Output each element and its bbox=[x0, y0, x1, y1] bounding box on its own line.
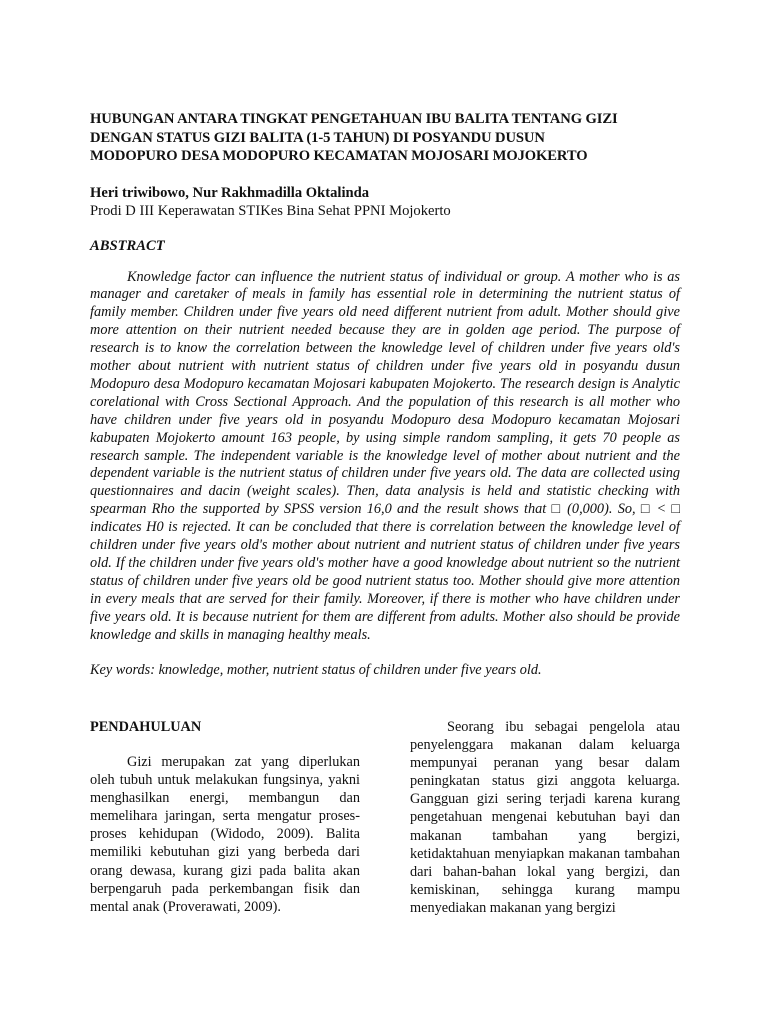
affiliation: Prodi D III Keperawatan STIKes Bina Sehat PPNI Mojokerto bbox=[90, 202, 451, 219]
paper-title bbox=[90, 110, 680, 166]
paper-header bbox=[90, 110, 680, 679]
authors: Heri triwibowo, Nur Rakhmadilla Oktalinda bbox=[90, 184, 370, 201]
abstract-body: Knowledge factor can influence the nutrient status of individual or group. A mother who is as manager and caretaker of meals in family has essential role in determining the nutrient status of family member. Children under five years old need different nutrient from adult. Mother should give more attention on their nutrient needed because they are in golden age period. The purpose of research is to know the correlation between the knowledge level of children under five years old's mother about nutrient with nutrient status of children under five years old in posyandu dusun Modopuro desa Modopuro kecamatan Mojosari kabupaten Mojokerto. The research design is Analytic corelational with Cross Sectional Approach. And the population of this research is all mother who have children under five years old in posyandu Modopuro desa Modopuro kecamatan Mojosari kabupaten Mojokerto amount 163 people, by using simple random sampling, it gets 70 people as research sample. The independent variable is the knowledge level of mother about nutrient and the dependent variable is the nutrient status of children under five years old. The data are collected using questionnaires and dacin (weight scales). Then, data analysis is held and statistic checking with spearman Rho the supported by SPSS version 16,0 and the result shows that □ (0,000). So, □ < □ indicates H0 is rejected. It can be concluded that there is correlation between the knowledge level of children under five years old's mother about nutrient and nutrient status of children under five years old. If the children under five years old's mother have a good knowledge about nutrient so the nutrient status of children under five years old be good nutrient status too. Mother should give more attention in every meals that are served for their family. Moreover, if there is mother who have children under five years old. It is because nutrient for them are different from adults. Mother also should be provide knowledge and skills in managing healthy meals. bbox=[90, 268, 680, 643]
title-line: DENGAN STATUS GIZI BALITA (1-5 TAHUN) DI POSYANDU DUSUN bbox=[90, 129, 545, 146]
title-line: HUBUNGAN ANTARA TINGKAT PENGETAHUAN IBU BALITA TENTANG GIZI bbox=[90, 111, 618, 127]
section-heading: PENDAHULUAN bbox=[90, 719, 202, 735]
title-line: MODOPURO DESA MODOPURO KECAMATAN MOJOSARI MOJOKERTO bbox=[90, 148, 588, 164]
body-paragraph: Seorang ibu sebagai pengelola atau penyelenggara makanan dalam keluarga mempunyai peranan yang besar dalam peningkatan status gizi anggota keluarga. Gangguan gizi sering terjadi karena kurang pengetahuan mengenai kebutuhan bayi dan makanan tambahan yang bergizi, ketidaktahuan menyiapkan makanan tambahan dari bahan-bahan lokal yang bergizi, dan kemiskinan, sehingga kurang mampu menyediakan makanan yang bergizi bbox=[410, 719, 680, 916]
two-column-body bbox=[90, 718, 680, 917]
left-column bbox=[90, 718, 360, 917]
keywords: Key words: knowledge, mother, nutrient status of children under five years old. bbox=[90, 661, 542, 678]
body-paragraph: Gizi merupakan zat yang diperlukan oleh tubuh untuk melakukan fungsinya, yakni menghasilkan energi, membangun dan memelihara jaringan, serta mengatur proses-proses kehidupan (Widodo, 2009). Balita memiliki kebutuhan gizi yang berbeda dari orang dewasa, kurang gizi pada balita akan berpengaruh pada perkembangan fisik dan mental anak (Proverawati, 2009). bbox=[90, 754, 360, 915]
right-column bbox=[410, 718, 680, 917]
abstract-heading: ABSTRACT bbox=[90, 237, 165, 254]
